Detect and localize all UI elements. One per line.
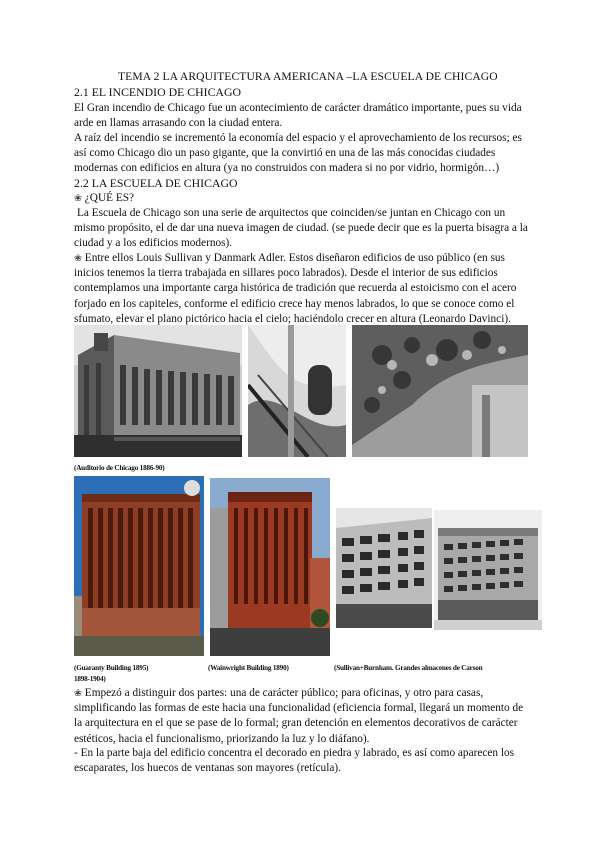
photo-ornament-detail (352, 325, 528, 457)
paragraph-incendio-1: El Gran incendio de Chicago fue un acontecimiento de carácter dramático importante, pues su vida arde en llamas arrasando con la ciudad entera. (74, 102, 522, 130)
question-text: ¿QUÉ ES? (84, 192, 135, 204)
section-heading-escuela: 2.2 LA ESCUELA DE CHICAGO (74, 176, 238, 190)
paragraph-escuela-3 (74, 686, 534, 747)
paragraph-escuela-3-text: Empezó a distinguir dos partes: una de carácter público; para oficinas, y otro para casas, simplificando las formas de este hacia una funcionalidad (eficiencia formal, llegará un momento de la arquitectura en el que se pase de lo formal; gran detención en elementos decorativos de carácter estéticos, hacia el funcionalismo, priorizando la luz y lo diáfano). (74, 687, 524, 745)
caption-carson: (Sullivan+Burnham. Grandes almacenes de Carson (334, 664, 483, 672)
caption-auditorio: (Auditorio de Chicago 1886-90) (74, 464, 165, 472)
paragraph-incendio-2: A raíz del incendio se incrementó la economía del espacio y el aprovechamiento de los recursos; es así como Chicago dio un paso gigante, que la convirtió en una de las más conocidas ciudades modernas con edificios en altura (ya no construidos con madera si no por vidrio, hormigón…) (74, 132, 522, 175)
photo-guaranty-building (74, 476, 204, 656)
caption-guaranty: (Guaranty Building 1895) (74, 664, 149, 672)
photo-carson-store-aerial (434, 510, 542, 630)
flower-bullet-icon: ❀ (74, 253, 82, 264)
paragraph-escuela-2-text: Entre ellos Louis Sullivan y Danmark Adler. Estos diseñaron edificios de uso público (en sus inicios tenemos la tierra trabajada en sillares poco labrados). Desde el interior de sus edificios contemplamos una importante carga histórica de tradición que recuerda al estoicismo con el acero forjado en los capiteles, conforme el edificio crece hay menos labrados, lo que se conoce como el sfumato, elevar el plano pictórico hacia el cielo; haciéndolo crecer en altura (Leonardo Davinci). (74, 252, 517, 325)
section-heading-incendio: 2.1 EL INCENDIO DE CHICAGO (74, 85, 241, 99)
page-title: TEMA 2 LA ARQUITECTURA AMERICANA –LA ESCUELA DE CHICAGO (118, 70, 498, 83)
caption-carson-years: 1898-1904) (74, 675, 106, 683)
photo-auditorio-stair (248, 325, 346, 457)
paragraph-escuela-1: La Escuela de Chicago son una serie de arquitectos que coinciden/se juntan en Chicago con un mismo propósito, el de dar una nueva imagen de ciudad. (se puede decir que es la puerta bisagra a la ciudad y a los edificios modernos). (74, 207, 528, 250)
caption-wainwright: (Wainwright Building 1890) (208, 664, 289, 672)
photo-auditorio-chicago (74, 325, 242, 457)
question-line (74, 191, 534, 206)
flower-bullet-icon: ❀ (74, 688, 82, 699)
paragraph-escuela-4: - En la parte baja del edificio concentra el decorado en piedra y labrado, es así como aparecen los escaparates, los huecos de ventanas son mayores (retícula). (74, 747, 515, 775)
flower-bullet-icon: ❀ (74, 193, 82, 204)
photo-wainwright-building (210, 478, 330, 656)
paragraph-escuela-2 (74, 251, 534, 327)
photo-carson-store-bw (336, 508, 432, 628)
